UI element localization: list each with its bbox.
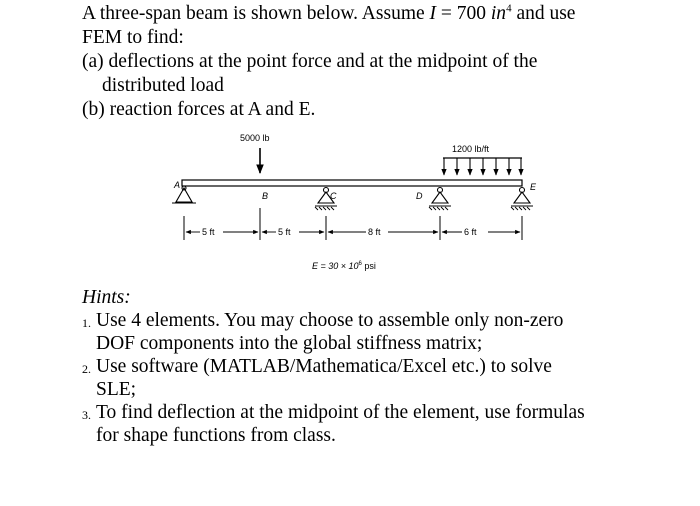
node-label-b: B (262, 191, 269, 201)
hint-number: 1. (82, 316, 91, 330)
modulus-exponent: 6 (358, 261, 362, 267)
part-a-line-2: distributed load (102, 75, 224, 96)
modulus-unit: psi (361, 261, 376, 271)
node-label-c: C (330, 191, 337, 201)
part-b: (b) reaction forces at A and E. (82, 99, 316, 120)
hint-number: 2. (82, 362, 91, 376)
hint-item-1 (82, 309, 692, 355)
intro-line-2: FEM to find: (82, 27, 184, 48)
distributed-load-arrows (444, 158, 521, 175)
hint-text-line-1: Use software (MATLAB/Mathematica/Excel etc.) to solve (96, 356, 552, 377)
dimension-cd-label: 8 ft (368, 227, 381, 237)
node-label-a: A (174, 180, 181, 190)
dimension-de-label: 6 ft (464, 227, 477, 237)
modulus-value: E = 30 × 10 (312, 261, 359, 271)
inertia-unit-exponent: 4 (506, 2, 512, 15)
dimension-ab-label: 5 ft (202, 227, 215, 237)
node-label-e: E (530, 182, 537, 192)
support-d-roller (429, 188, 451, 211)
hint-item-2 (82, 355, 692, 401)
dimension-bc-label: 5 ft (278, 227, 291, 237)
problem-statement (82, 2, 682, 122)
hints-title: Hints: (82, 287, 131, 308)
intro-line (82, 2, 682, 26)
beam (182, 180, 522, 186)
hint-text-line-1: Use 4 elements. You may choose to assemble only non-zero (96, 310, 564, 331)
hint-text-line-2: SLE; (96, 379, 137, 400)
intro-text: A three-span beam is shown below. Assume (82, 3, 430, 24)
hint-text-line-2: DOF components into the global stiffness matrix; (96, 333, 483, 354)
modulus-label (312, 261, 376, 271)
point-load-label: 5000 lb (240, 133, 270, 143)
hint-number: 3. (82, 408, 91, 422)
moment-of-inertia-symbol: I (429, 3, 437, 24)
hint-item-3 (82, 401, 692, 447)
hints-section (82, 286, 692, 447)
hint-text-line-2: for shape functions from class. (96, 425, 336, 446)
beam-figure (160, 128, 560, 278)
hints-list (82, 309, 692, 447)
node-label-d: D (416, 191, 423, 201)
hint-text-line-1: To find deflection at the midpoint of the element, use formulas (96, 402, 585, 423)
intro-text-end: and use (511, 3, 576, 24)
distributed-load-label: 1200 lb/ft (452, 144, 490, 154)
inertia-unit: in (490, 3, 507, 24)
part-a-line-1: (a) deflections at the point force and at the midpoint of the (82, 51, 538, 72)
moment-of-inertia-value: = 700 (436, 3, 491, 24)
beam-diagram (160, 128, 560, 278)
